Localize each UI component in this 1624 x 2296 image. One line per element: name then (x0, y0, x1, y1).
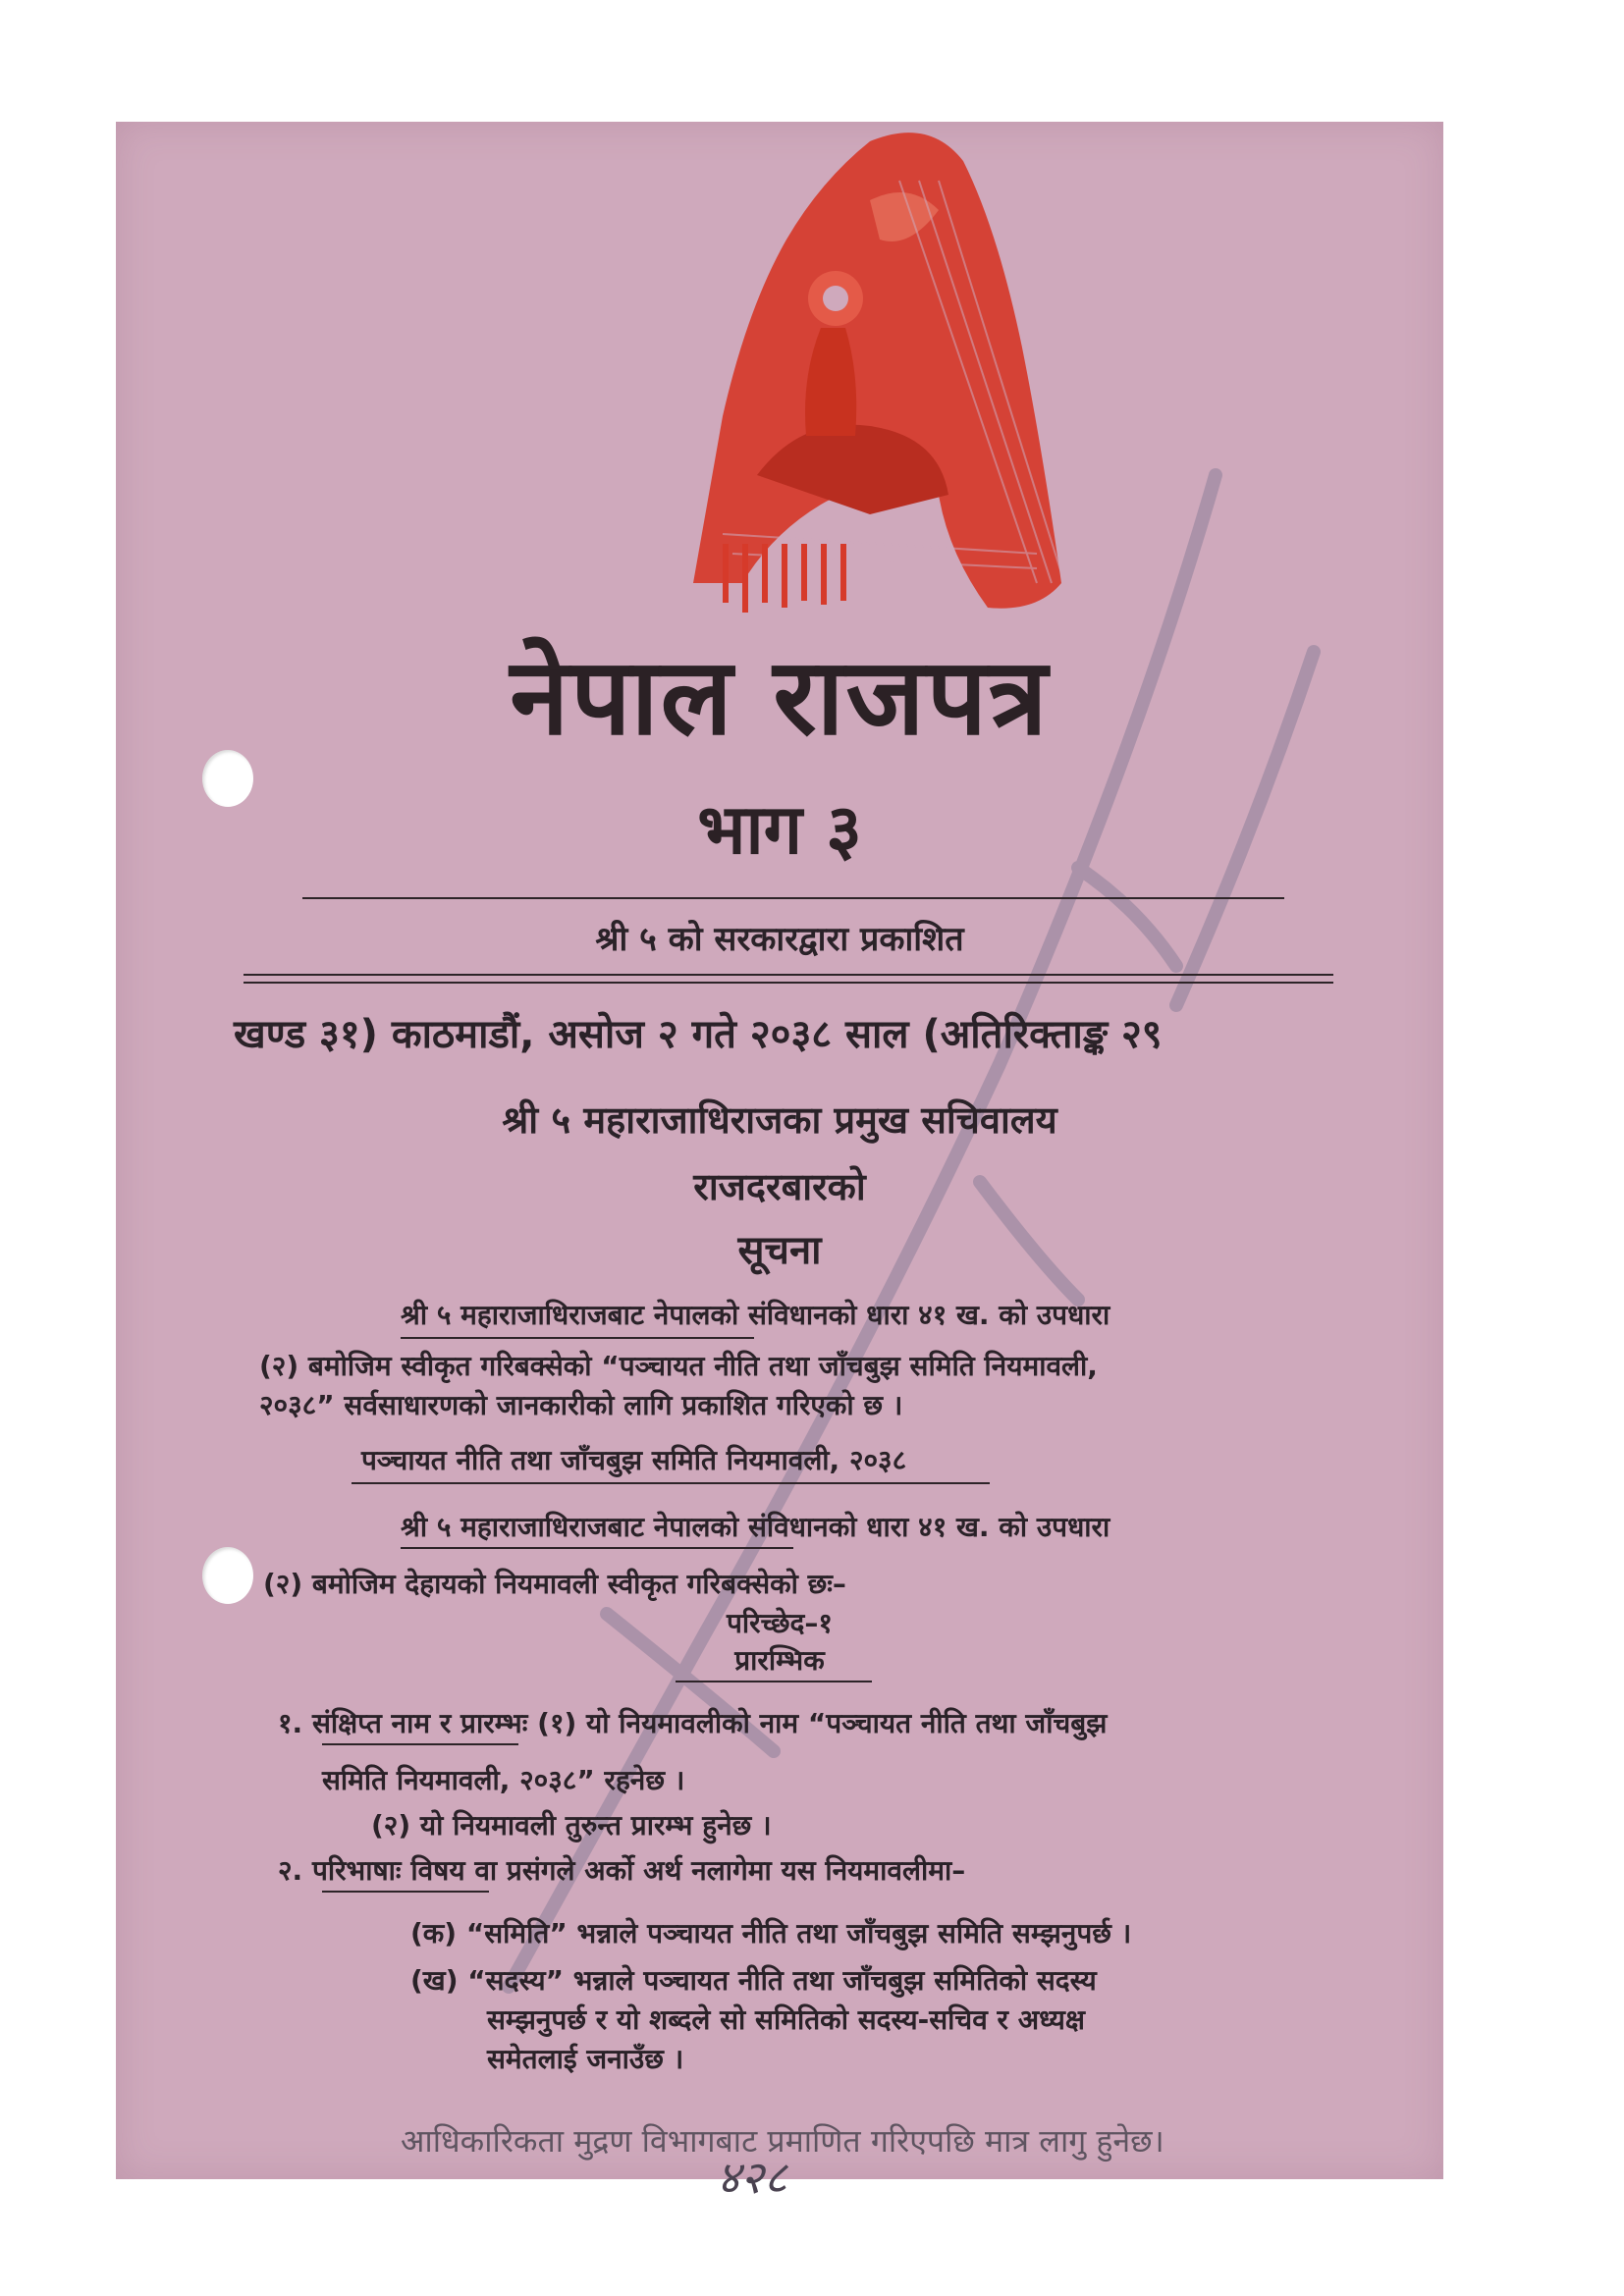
underline (401, 1337, 754, 1339)
preamble-line-1: श्री ५ महाराजाधिराजबाट नेपालको संविधानको धारा ४१ ख. को उपधारा (401, 1511, 1110, 1543)
office-sub: राजदरबारको (693, 1165, 866, 1208)
section-1-line-1: १. संक्षिप्त नाम र प्रारम्भः (१) यो नियमावलीको नाम “पञ्चायत नीति तथा जाँचबुझ (278, 1707, 1108, 1739)
definition-kha-line-2: सम्झनुपर्छ र यो शब्दले सो समितिको सदस्य-सचिव र अध्यक्ष (487, 2003, 1085, 2036)
page-number: ४२८ (717, 2151, 787, 2204)
intro-line-2: (२) बमोजिम स्वीकृत गरिबक्सेको “पञ्चायत नीति तथा जाँचबुझ समिति नियमावली, (259, 1350, 1098, 1382)
authentication-note: आधिकारिकता मुद्रण विभागबाट प्रमाणित गरिएपछि मात्र लागु हुनेछ। (401, 2122, 1164, 2160)
underline (352, 1482, 990, 1484)
definition-ka: (क) “समिति” भन्नाले पञ्चायत नीति तथा जाँचबुझ समिति सम्झनुपर्छ । (410, 1917, 1132, 1949)
issue-line: खण्ड ३१) काठमाडौं, असोज २ गते २०३८ साल (अतिरिक्ताङ्क २९ (234, 1012, 1163, 1057)
royal-crown-emblem-icon (575, 122, 1106, 632)
gazette-part: भाग ३ (697, 789, 862, 870)
gazette-page (116, 122, 1443, 2204)
chapter-number: परिच्छेद–१ (727, 1607, 833, 1639)
chapter-title: प्रारम्भिक (734, 1644, 825, 1677)
section-2: २. परिभाषाः विषय वा प्रसंगले अर्को अर्थ नलागेमा यस नियमावलीमा– (278, 1854, 966, 1887)
section-1-line-2: समिति नियमावली, २०३८” रहनेछ । (322, 1764, 685, 1796)
office-name: श्री ५ महाराजाधिराजका प्रमुख सचिवालय (502, 1098, 1057, 1142)
divider (302, 897, 1284, 899)
intro-line-1: श्री ५ महाराजाधिराजबाट नेपालको संविधानको धारा ४१ ख. को उपधारा (401, 1299, 1110, 1331)
rules-title: पञ्चायत नीति तथा जाँचबुझ समिति नियमावली, २०३८ (361, 1444, 907, 1476)
section-1-line-3: (२) यो नियमावली तुरुन्त प्रारम्भ हुनेछ । (371, 1809, 772, 1842)
gazette-title: नेपाल राजपत्र (510, 636, 1050, 759)
underline (322, 1891, 489, 1893)
published-by: श्री ५ को सरकारद्वारा प्रकाशित (595, 920, 964, 959)
intro-line-3: २०३८” सर्वसाधारणको जानकारीको लागि प्रकाशित गरिएको छ । (259, 1389, 903, 1421)
divider (244, 974, 1333, 976)
underline (676, 1681, 872, 1682)
underline (401, 1547, 793, 1549)
divider (244, 982, 1333, 984)
punch-hole (202, 1547, 253, 1604)
definition-kha-line-3: समेतलाई जनाउँछ । (487, 2043, 684, 2075)
definition-kha-line-1: (ख) “सदस्य” भन्नाले पञ्चायत नीति तथा जाँचबुझ समितिको सदस्य (410, 1964, 1097, 1997)
underline (322, 1743, 518, 1745)
notice-heading: सूचना (737, 1228, 822, 1273)
preamble-line-2: (२) बमोजिम देहायको नियमावली स्वीकृत गरिबक्सेको छः– (263, 1568, 846, 1600)
